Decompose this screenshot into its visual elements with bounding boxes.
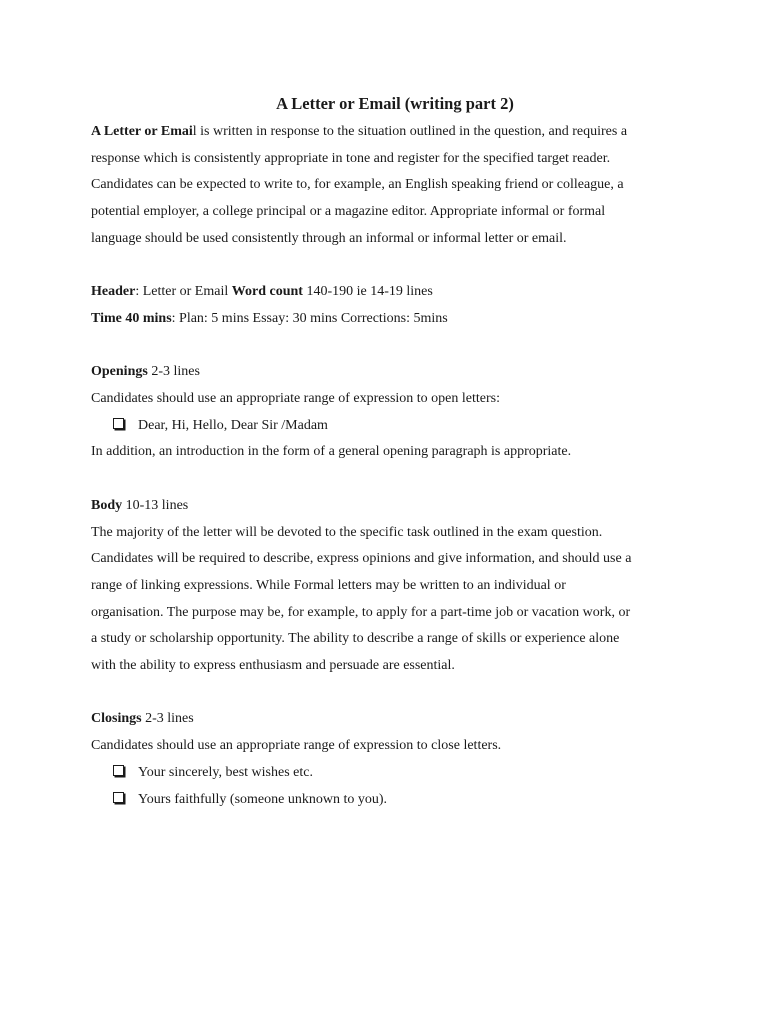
body-line-6: with the ability to express enthusiasm and persuade are essential. bbox=[91, 658, 455, 674]
body-heading: Body 10-13 lines bbox=[91, 497, 189, 513]
body-line-1: The majority of the letter will be devoted to the specific task outlined in the exam question. bbox=[91, 524, 603, 540]
closings-heading: Closings 2-3 lines bbox=[91, 711, 194, 727]
document-title: A Letter or Email (writing part 2) bbox=[276, 94, 514, 113]
openings-desc: Candidates should use an appropriate range of expression to open letters: bbox=[91, 391, 500, 406]
intro-line-2: response which is consistently appropriate in tone and register for the specified target reader. bbox=[91, 150, 611, 166]
spacer bbox=[91, 333, 691, 360]
list-item: Dear, Hi, Hello, Dear Sir /Madam bbox=[91, 413, 691, 440]
openings-heading: Openings 2-3 lines bbox=[91, 364, 200, 380]
time-line: Time 40 mins: Plan: 5 mins Essay: 30 mins Corrections: 5mins bbox=[91, 310, 448, 326]
body-line-5: a study or scholarship opportunity. The ability to describe a range of skills or experience alone bbox=[91, 631, 620, 647]
checkbox-bullet-icon bbox=[113, 765, 124, 776]
checkbox-bullet-icon bbox=[113, 418, 124, 429]
body-section bbox=[91, 493, 691, 680]
body-line-2: Candidates will be required to describe, express opinions and give information, and should use a bbox=[91, 551, 632, 567]
intro-line-4: potential employer, a college principal or a magazine editor. Appropriate informal or formal bbox=[91, 204, 606, 220]
closings-section bbox=[91, 706, 691, 813]
intro-line-3: Candidates can be expected to write to, for example, an English speaking friend or colleague, a bbox=[91, 177, 624, 193]
openings-section bbox=[91, 359, 691, 466]
list-item: Yours faithfully (someone unknown to you). bbox=[91, 787, 691, 814]
document-page bbox=[91, 93, 691, 813]
list-item: Your sincerely, best wishes etc. bbox=[91, 760, 691, 787]
header-line: Header: Letter or Email Word count 140-190 ie 14-19 lines bbox=[91, 284, 433, 300]
checkbox-bullet-icon bbox=[113, 792, 124, 803]
intro-line-1: A Letter or Email is written in response to the situation outlined in the question, and requires a bbox=[91, 124, 628, 139]
body-line-4: organisation. The purpose may be, for example, to apply for a part-time job or vacation work, or bbox=[91, 604, 631, 620]
body-line-3: range of linking expressions. While Formal letters may be written to an individual or bbox=[91, 577, 566, 593]
intro-bold: A Letter or Emai bbox=[91, 124, 193, 139]
spacer bbox=[91, 680, 691, 707]
closings-desc: Candidates should use an appropriate range of expression to close letters. bbox=[91, 738, 502, 754]
spacer bbox=[91, 466, 691, 493]
intro-paragraph bbox=[91, 119, 691, 253]
openings-after: In addition, an introduction in the form of a general opening paragraph is appropriate. bbox=[91, 444, 572, 460]
spacer bbox=[91, 253, 691, 280]
intro-line-5: language should be used consistently through an informal or informal letter or email. bbox=[91, 230, 567, 246]
